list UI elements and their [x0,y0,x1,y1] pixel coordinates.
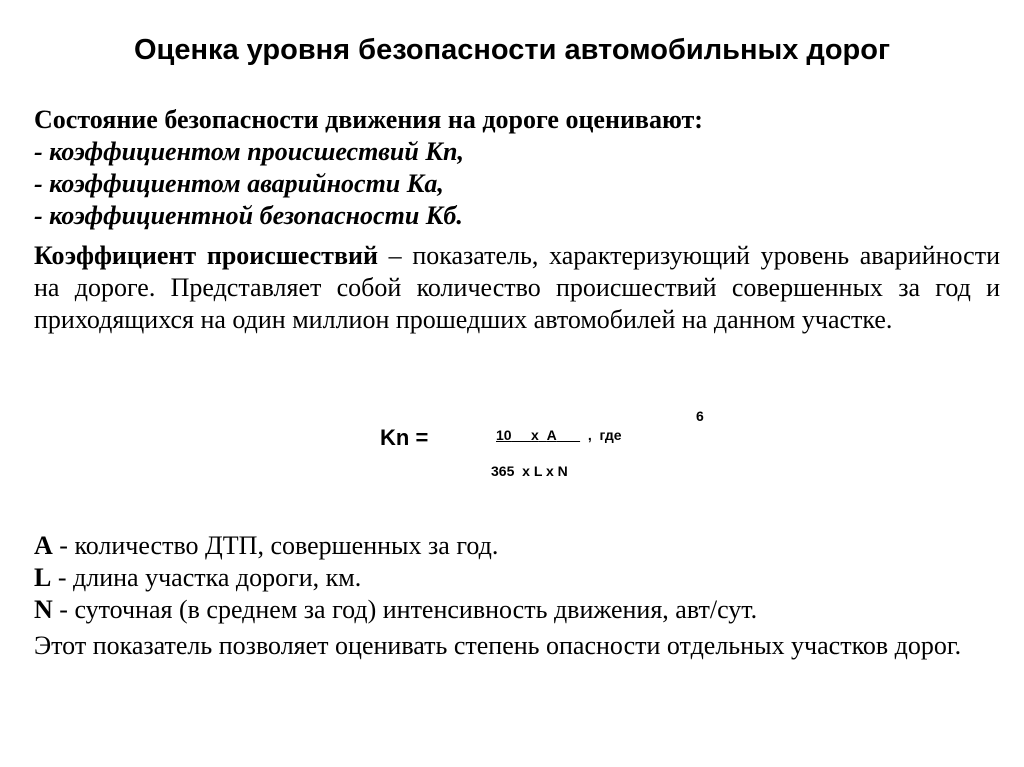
numerator-ten: 10 [496,427,512,443]
definition-paragraph [34,240,1000,336]
legend-symbol: N [34,595,53,624]
legend-item [34,594,1000,626]
formula-exponent: 6 [696,408,704,424]
legend-text: - суточная (в среднем за год) интенсивность движения, авт/сут. [52,595,758,624]
legend-item [34,530,1000,562]
legend-text: - длина участка дороги, км. [51,563,362,592]
definition-text: – показатель, характеризующий уровень аварийности на дороге. Представляет собой количество происшествий совершенных за год и приходящихся на один миллион прошедших автомобилей на данном участке. [34,241,1000,334]
numerator-a: A [546,427,557,443]
bullet-item: - коэффициентом аварийности Ка, [34,169,444,198]
formula-numerator [496,427,622,443]
numerator-times: x [531,427,539,443]
numerator-comma: , [587,427,592,443]
legend-item [34,562,1000,594]
legend-symbol: L [34,563,52,592]
intro-lead: Состояние безопасности движения на дороге оценивают: [34,105,703,134]
bullet-item: - коэффициентной безопасности Кб. [34,201,463,230]
numerator-where: где [599,427,622,443]
legend-block [34,530,1000,626]
intro-block [34,104,1000,232]
definition-term: Коэффициент происшествий [34,241,378,270]
bullet-item: - коэффициентом происшествий Кп, [34,137,464,166]
formula-denominator: 365 x L x N [491,463,568,479]
conclusion-paragraph: Этот показатель позволяет оценивать степень опасности отдельных участков дорог. [34,631,962,660]
slide-title: Оценка уровня безопасности автомобильных дорог [133,34,891,66]
formula-lhs: Kn = [380,425,429,450]
legend-symbol: A [34,531,53,560]
legend-text: - количество ДТП, совершенных за год. [52,531,499,560]
